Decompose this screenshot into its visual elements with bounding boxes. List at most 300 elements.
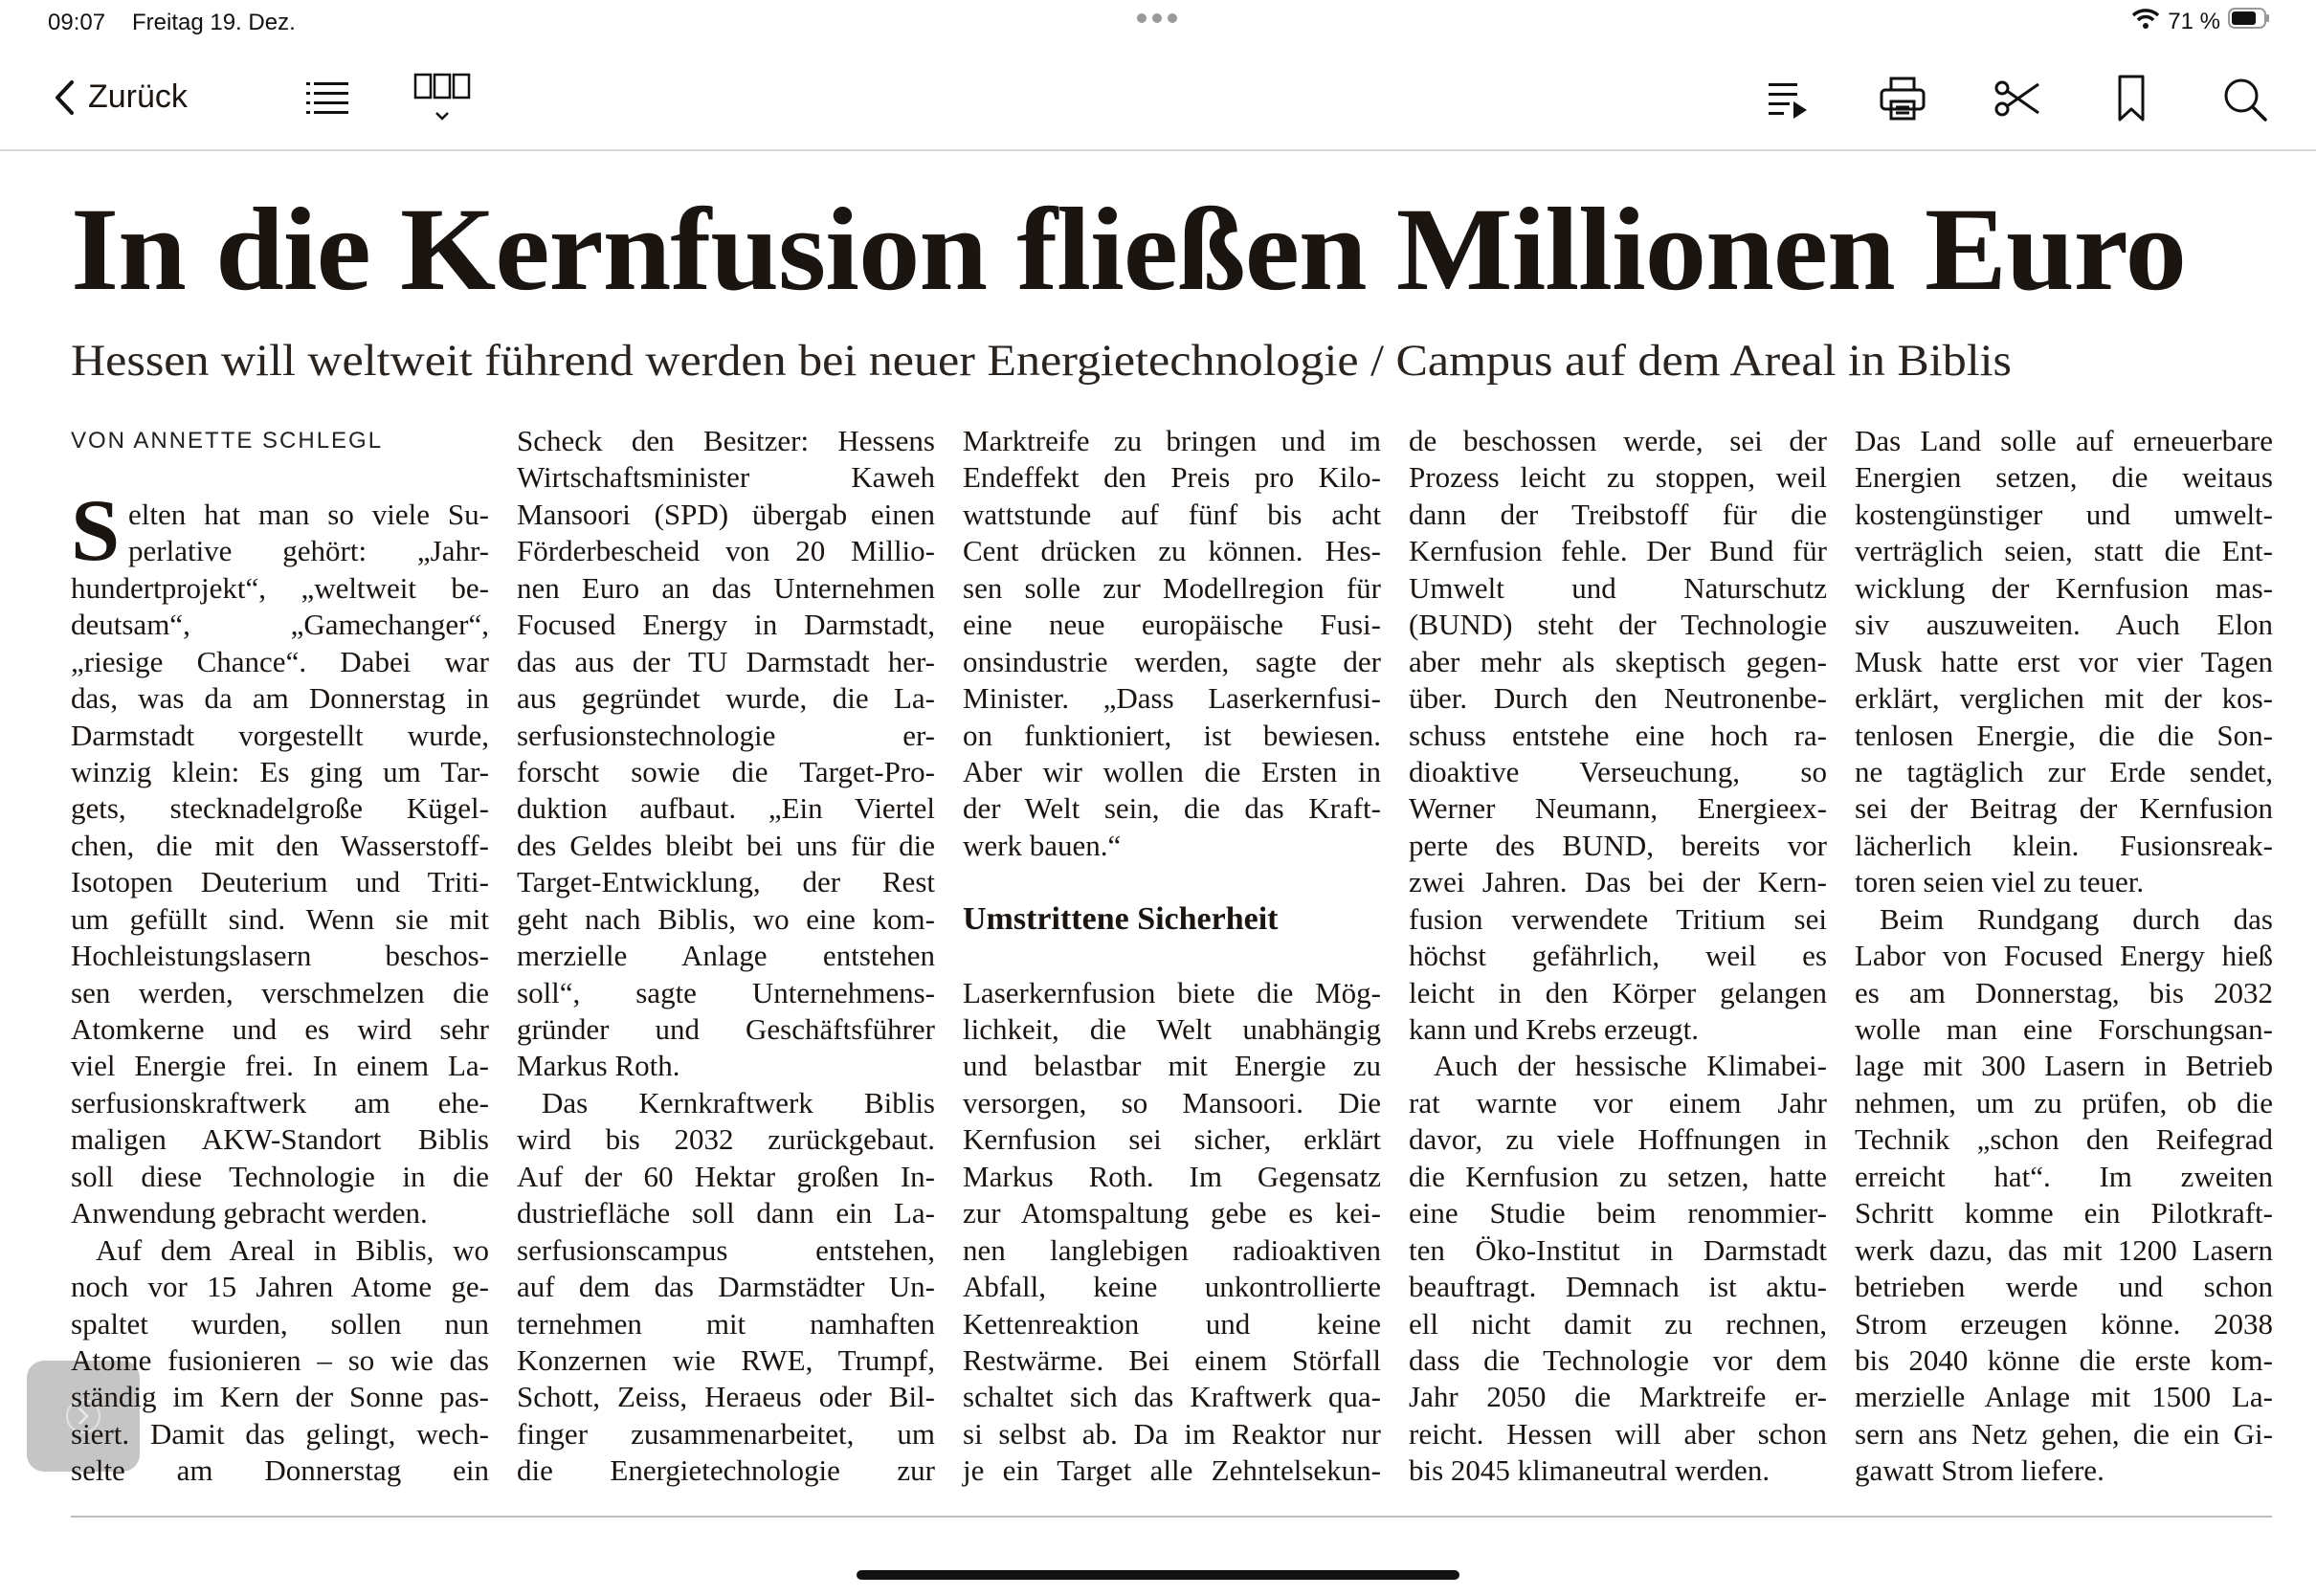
text-line — [963, 497, 1381, 533]
line-text: serfusionskraftwerk am ehe- — [71, 1085, 489, 1119]
text-line — [1409, 790, 1827, 827]
text-line — [517, 1306, 935, 1342]
text-line — [1855, 1232, 2273, 1269]
text-line — [517, 1379, 935, 1415]
text-line — [71, 1379, 489, 1415]
home-indicator[interactable] — [857, 1570, 1459, 1580]
line-text: siert. Damit das gelingt, wech- — [71, 1416, 489, 1451]
line-text: forscht sowie die Target-Pro- — [517, 754, 935, 788]
line-text: Prozess leicht zu stoppen, weil — [1409, 460, 1827, 495]
text-line — [1409, 1195, 1827, 1231]
text-line — [517, 975, 935, 1011]
line-text: betrieben werde und schon — [1855, 1270, 2273, 1304]
line-text: dann der Treibstoff für die — [1409, 497, 1827, 531]
text-line — [1855, 828, 2273, 864]
text-line — [1409, 1011, 1827, 1048]
line-text: Atomkerne und es wird sehr — [71, 1012, 489, 1046]
line-text: merzielle Anlage mit 1500 La- — [1855, 1380, 2273, 1414]
text-line — [1409, 459, 1827, 496]
text-line — [1855, 1011, 2273, 1048]
line-text: der Welt sein, die das Kraft- — [963, 791, 1381, 826]
text-line — [1855, 1269, 2273, 1305]
text-line — [71, 680, 489, 717]
paragraph — [1855, 423, 2273, 901]
line-text: Förderbescheid von 20 Millio- — [517, 534, 935, 568]
line-text: ternehmen mit namhaften — [517, 1306, 935, 1341]
line-text: nehmen, um zu prüfen, ob die — [1855, 1085, 2273, 1119]
line-text: bis 2045 klimaneutral werden. — [1409, 1453, 1770, 1488]
text-line — [71, 497, 489, 533]
line-text: wolle man eine Forschungsan- — [1855, 1012, 2273, 1046]
text-line — [963, 680, 1381, 717]
text-line — [517, 680, 935, 717]
line-text: lichkeit, die Welt unabhängig — [963, 1012, 1381, 1046]
line-text: winzig klein: Es ging um Tar- — [71, 754, 489, 788]
print-button[interactable] — [1880, 77, 1926, 121]
line-text: schaltet sich das Kraftwerk qua- — [963, 1380, 1381, 1414]
text-line — [71, 828, 489, 864]
line-text: Endeffekt den Preis pro Kilo- — [963, 460, 1381, 495]
line-text: bis 2040 könne die erste kom- — [1855, 1342, 2273, 1377]
text-line — [963, 975, 1381, 1011]
text-line — [1409, 680, 1827, 717]
text-line — [1409, 644, 1827, 680]
text-line — [517, 790, 935, 827]
scissors-icon — [1994, 78, 2040, 119]
line-text: perte des BUND, bereits vor — [1409, 828, 1827, 862]
text-line — [1855, 1195, 2273, 1231]
printer-icon — [1880, 77, 1926, 121]
text-line — [517, 459, 935, 496]
text-line — [71, 1159, 489, 1195]
text-line — [517, 644, 935, 680]
line-text: schuss entstehe eine hoch ra- — [1409, 718, 1827, 752]
text-line — [963, 607, 1381, 643]
line-text: siv auszuweiten. Auch Elon — [1855, 608, 2273, 642]
text-line — [71, 1085, 489, 1121]
text-line — [1855, 1159, 2273, 1195]
section-heading: Umstrittene Sicherheit — [963, 900, 1279, 937]
text-line — [1409, 1306, 1827, 1342]
text-line — [71, 644, 489, 680]
line-text: Minister. „Dass Laserkernfusi- — [963, 681, 1381, 716]
line-text: Auf der 60 Hektar großen In- — [517, 1159, 935, 1193]
line-text: onsindustrie werden, sagte der — [963, 644, 1381, 678]
line-text: die Kernfusion zu setzen, hatte — [1409, 1159, 1827, 1193]
text-line — [963, 1452, 1381, 1489]
line-text: werk dazu, das mit 1200 Lasern — [1855, 1232, 2273, 1267]
line-text: Jahr 2050 die Marktreife er- — [1409, 1380, 1827, 1414]
text-line — [1855, 1121, 2273, 1158]
line-text: beauftragt. Demnach ist aktu- — [1409, 1270, 1827, 1304]
text-line — [517, 718, 935, 754]
line-text: serfusionscampus entstehen, — [517, 1232, 935, 1267]
text-line — [71, 1011, 489, 1048]
paragraph — [517, 423, 935, 1085]
line-text: die Energietechnologie zur — [517, 1453, 935, 1488]
line-text: chen, die mit den Wasserstoff- — [71, 828, 489, 862]
line-text: das, was da am Donnerstag in — [71, 681, 489, 716]
text-line — [963, 459, 1381, 496]
line-text: Strom erzeugen könne. 2038 — [1855, 1306, 2273, 1341]
status-time: 09:07 — [48, 10, 106, 35]
text-line — [517, 423, 935, 459]
text-line — [71, 1342, 489, 1379]
line-text: dioaktive Verseuchung, so — [1409, 754, 1827, 788]
text-line — [963, 754, 1381, 790]
line-text: das aus der TU Darmstadt her- — [517, 644, 935, 678]
text-line — [71, 1306, 489, 1342]
text-line — [517, 1011, 935, 1048]
article-column — [71, 423, 489, 1490]
text-line — [1409, 533, 1827, 569]
line-text: maligen AKW-Standort Biblis — [71, 1122, 489, 1157]
line-text: gawatt Strom liefere. — [1855, 1453, 2104, 1488]
text-line — [517, 607, 935, 643]
text-line — [1409, 1379, 1827, 1415]
line-text: Mansoori (SPD) übergab einen — [517, 497, 935, 531]
text-line — [1409, 828, 1827, 864]
toolbar — [0, 57, 2316, 151]
text-line — [517, 754, 935, 790]
text-line — [1855, 901, 2273, 938]
paragraph — [1855, 901, 2273, 1490]
text-line — [963, 1011, 1381, 1048]
drop-cap: S — [71, 480, 121, 579]
text-line — [963, 1269, 1381, 1305]
line-text: Auch der hessische Klimabei- — [1434, 1049, 1827, 1083]
article-column — [517, 423, 935, 1490]
text-line — [1855, 938, 2273, 974]
line-text: dustriefläche soll dann ein La- — [517, 1196, 935, 1230]
text-line — [963, 790, 1381, 827]
line-text: duktion aufbaut. „Ein Viertel — [517, 791, 935, 826]
text-line — [1855, 459, 2273, 496]
paragraph — [963, 975, 1381, 1490]
text-line — [71, 790, 489, 827]
line-text: zwei Jahren. Das bei der Kern- — [1409, 865, 1827, 899]
text-line — [963, 533, 1381, 569]
text-line — [517, 570, 935, 607]
text-line — [517, 1342, 935, 1379]
line-text: perlative gehört: „Jahr- — [128, 534, 489, 568]
page-layout-button[interactable] — [413, 73, 473, 126]
line-text: auf dem das Darmstädter Un- — [517, 1270, 935, 1304]
line-text: Laserkernfusion biete die Mög- — [963, 975, 1381, 1009]
read-aloud-button[interactable] — [1767, 80, 1809, 119]
text-line — [517, 901, 935, 938]
line-text: Markus Roth. Im Gegensatz — [963, 1159, 1381, 1193]
line-text: ständig im Kern der Sonne pas- — [71, 1380, 489, 1414]
text-line — [1855, 607, 2273, 643]
line-text: gründer und Geschäftsführer — [517, 1012, 935, 1046]
text-line — [1855, 1306, 2273, 1342]
line-text: viel Energie frei. In einem La- — [71, 1049, 489, 1083]
line-text: Werner Neumann, Energieex- — [1409, 791, 1827, 826]
line-text: Schott, Zeiss, Heraeus oder Bil- — [517, 1380, 935, 1414]
text-line — [963, 1232, 1381, 1269]
text-line — [963, 1195, 1381, 1231]
text-line — [1855, 1342, 2273, 1379]
line-text: sern ans Netz gehen, die ein Gi- — [1855, 1416, 2273, 1451]
spacer — [71, 459, 489, 496]
text-line — [71, 901, 489, 938]
line-text: Umwelt und Naturschutz — [1409, 570, 1827, 605]
text-line — [71, 754, 489, 790]
text-line — [1409, 718, 1827, 754]
line-text: Schritt komme ein Pilotkraft- — [1855, 1196, 2273, 1230]
line-text: Abfall, keine unkontrollierte — [963, 1270, 1381, 1304]
line-text: Das Kernkraftwerk Biblis — [542, 1085, 935, 1119]
wifi-icon — [2131, 8, 2160, 35]
list-icon — [306, 80, 350, 115]
text-line — [517, 1232, 935, 1269]
text-line — [71, 533, 489, 569]
status-bar — [0, 8, 2316, 46]
line-text: Focused Energy in Darmstadt, — [517, 608, 935, 642]
paragraph — [1409, 423, 1827, 1048]
line-text: spaltet wurden, sollen nun — [71, 1306, 489, 1341]
line-text: Beim Rundgang durch das — [1880, 901, 2273, 936]
line-text: Darmstadt vorgestellt wurde, — [71, 718, 489, 752]
text-line — [71, 975, 489, 1011]
text-line — [963, 644, 1381, 680]
line-text: zur Atomspaltung gebe es kei- — [963, 1196, 1381, 1230]
paragraph — [71, 1232, 489, 1490]
text-line — [1855, 533, 2273, 569]
text-line — [1409, 1121, 1827, 1158]
line-text: soll“, sagte Unternehmens- — [517, 975, 935, 1009]
line-text: aber mehr als skeptisch gegen- — [1409, 644, 1827, 678]
bookmark-icon — [2117, 75, 2146, 122]
text-line — [1855, 570, 2273, 607]
line-text: hundertprojekt“, „weltweit be- — [71, 570, 489, 605]
line-text: es am Donnerstag, bis 2032 — [1855, 975, 2273, 1009]
text-line — [963, 1416, 1381, 1452]
line-text: Labor von Focused Energy hieß — [1855, 939, 2273, 973]
line-text: erklärt, verglichen mit der kos- — [1855, 681, 2273, 716]
line-text: Scheck den Besitzer: Hessens — [517, 424, 935, 457]
text-line — [1855, 1085, 2273, 1121]
text-line — [517, 1269, 935, 1305]
text-line — [71, 1232, 489, 1269]
line-text: geht nach Biblis, wo eine kom- — [517, 901, 935, 936]
line-text: ell nicht damit zu rechnen, — [1409, 1306, 1827, 1341]
line-text: (BUND) steht der Technologie — [1409, 608, 1827, 642]
text-line — [963, 1306, 1381, 1342]
status-date: Freitag 19. Dez. — [132, 10, 296, 35]
line-text: ten Öko-Institut in Darmstadt — [1409, 1232, 1827, 1267]
line-text: je ein Target alle Zehntelsekun- — [963, 1453, 1381, 1488]
text-line — [963, 718, 1381, 754]
back-button[interactable] — [54, 78, 188, 116]
text-line — [517, 828, 935, 864]
line-text: reicht. Hessen will aber schon — [1409, 1416, 1827, 1451]
text-line — [1855, 644, 2273, 680]
text-line — [963, 423, 1381, 459]
line-text: Musk hatte erst vor vier Tagen — [1855, 644, 2273, 678]
line-text: lächerlich klein. Fusionsreak- — [1855, 828, 2273, 862]
clip-button[interactable] — [1994, 78, 2040, 119]
text-line — [963, 1121, 1381, 1158]
line-text: versorgen, so Mansoori. Die — [963, 1085, 1381, 1119]
table-of-contents-button[interactable] — [306, 80, 350, 115]
text-line — [1409, 864, 1827, 900]
line-text: ne tagtäglich zur Erde sendet, — [1855, 754, 2273, 788]
line-text: kann und Krebs erzeugt. — [1409, 1012, 1700, 1046]
playlist-play-icon — [1767, 80, 1809, 119]
text-line — [1855, 497, 2273, 533]
text-line — [963, 828, 1381, 864]
line-text: Wirtschaftsminister Kaweh — [517, 460, 935, 495]
text-line — [1409, 938, 1827, 974]
line-text: und belastbar mit Energie zu — [963, 1049, 1381, 1083]
text-line — [517, 864, 935, 900]
text-line — [963, 1085, 1381, 1121]
text-line — [1855, 790, 2273, 827]
line-text: wattstunde auf fünf bis acht — [963, 497, 1381, 531]
spacer — [963, 864, 1381, 900]
line-text: finger zusammenarbeitet, um — [517, 1416, 935, 1451]
line-text: des Geldes bleibt bei uns für die — [517, 828, 935, 862]
text-line — [71, 1195, 489, 1231]
text-line — [517, 1159, 935, 1195]
text-line — [1409, 1342, 1827, 1379]
text-line — [1409, 497, 1827, 533]
line-text: verträglich seien, statt die Ent- — [1855, 534, 2273, 568]
line-text: toren seien viel zu teuer. — [1855, 865, 2145, 899]
multitasking-dots[interactable] — [1137, 13, 1177, 23]
columns-icon — [413, 73, 473, 126]
line-text: nen Euro an das Unternehmen — [517, 570, 935, 605]
line-text: eine Studie beim renommier- — [1409, 1196, 1827, 1230]
byline: VON ANNETTE SCHLEGL — [71, 428, 384, 454]
line-text: soll diese Technologie in die — [71, 1159, 489, 1193]
battery-percent: 71 % — [2168, 8, 2220, 34]
paragraph — [1409, 1048, 1827, 1489]
line-text: dass die Technologie vor dem — [1409, 1342, 1827, 1377]
paragraph — [963, 423, 1381, 864]
text-line — [517, 1085, 935, 1121]
article-column — [1409, 423, 1827, 1490]
text-line — [517, 497, 935, 533]
text-line — [517, 1195, 935, 1231]
line-text: wird bis 2032 zurückgebaut. — [517, 1122, 935, 1157]
text-line — [71, 864, 489, 900]
line-text: Anwendung gebracht werden. — [71, 1196, 428, 1230]
text-line — [1855, 680, 2273, 717]
line-text: selte am Donnerstag ein — [71, 1453, 489, 1488]
article-column — [963, 423, 1381, 1490]
article-title: In die Kernfusion fließen Millionen Euro — [71, 184, 2186, 315]
line-text: werk bauen.“ — [963, 828, 1122, 862]
line-text: Cent drücken zu können. Hes- — [963, 534, 1381, 568]
line-text: über. Durch den Neutronenbe- — [1409, 681, 1827, 716]
line-text: noch vor 15 Jahren Atome ge- — [71, 1270, 489, 1304]
text-line — [963, 1342, 1381, 1379]
text-line — [71, 1416, 489, 1452]
line-text: tenlosen Energie, die die Son- — [1855, 718, 2273, 752]
text-line — [1409, 1416, 1827, 1452]
text-line — [71, 1048, 489, 1084]
text-line — [1855, 1452, 2273, 1489]
text-line — [1409, 901, 1827, 938]
text-line — [1855, 718, 2273, 754]
bottom-divider — [71, 1516, 2272, 1518]
text-line — [1409, 1452, 1827, 1489]
text-line — [71, 938, 489, 974]
battery-icon — [2228, 8, 2270, 35]
text-line — [1409, 423, 1827, 459]
line-text: leicht in den Körper gelangen — [1409, 975, 1827, 1009]
back-label: Zurück — [88, 78, 188, 115]
line-text: sen werden, verschmelzen die — [71, 975, 489, 1009]
text-line — [1409, 1159, 1827, 1195]
line-text: si selbst ab. Da im Reaktor nur — [963, 1416, 1381, 1451]
text-line — [1409, 1085, 1827, 1121]
text-line — [517, 533, 935, 569]
text-line — [71, 570, 489, 607]
text-line — [1409, 754, 1827, 790]
chevron-left-icon — [54, 79, 75, 116]
line-text: „riesige Chance“. Dabei war — [71, 644, 489, 678]
line-text: de beschossen werde, sei der — [1409, 424, 1827, 457]
line-text: Das Land solle auf erneuerbare — [1855, 424, 2273, 457]
text-line — [1855, 1379, 2273, 1415]
text-line — [1409, 975, 1827, 1011]
text-line — [71, 718, 489, 754]
text-line — [71, 1452, 489, 1489]
line-text: on funktioniert, ist bewiesen. — [963, 718, 1381, 752]
text-line — [1409, 1048, 1827, 1084]
line-text: davor, zu viele Hoffnungen in — [1409, 1122, 1827, 1157]
text-line — [1855, 975, 2273, 1011]
text-line — [1409, 607, 1827, 643]
text-line — [71, 1269, 489, 1305]
text-line — [71, 1121, 489, 1158]
text-line — [963, 1048, 1381, 1084]
text-line — [517, 1452, 935, 1489]
line-text: sen solle zur Modellregion für — [963, 570, 1381, 605]
text-line — [71, 607, 489, 643]
text-line — [1409, 1232, 1827, 1269]
line-text: um gefüllt sind. Wenn sie mit — [71, 901, 489, 936]
text-line — [517, 938, 935, 974]
line-text: Target-Entwicklung, der Rest — [517, 865, 935, 899]
line-text: höchst gefährlich, weil es — [1409, 939, 1827, 973]
line-text: elten hat man so viele Su- — [128, 497, 489, 531]
text-line — [963, 1159, 1381, 1195]
line-text: Technik „schon den Reifegrad — [1855, 1122, 2273, 1157]
line-text: merzielle Anlage entstehen — [517, 939, 935, 973]
line-text: lage mit 300 Lasern in Betrieb — [1855, 1049, 2273, 1083]
line-text: fusion verwendete Tritium sei — [1409, 901, 1827, 936]
line-text: Atome fusionieren – so wie das — [71, 1342, 489, 1377]
text-line — [517, 1416, 935, 1452]
article-column — [1855, 423, 2273, 1490]
line-text: Restwärme. Bei einem Störfall — [963, 1342, 1381, 1377]
spacer — [963, 938, 1381, 974]
text-line — [1855, 1416, 2273, 1452]
text-line — [517, 1121, 935, 1158]
text-line — [963, 570, 1381, 607]
bookmark-button[interactable] — [2117, 75, 2146, 122]
paragraph — [517, 1085, 935, 1490]
article-subtitle: Hessen will weltweit führend werden bei neuer Energietechnologie / Campus auf dem Areal in Biblis — [71, 336, 2012, 386]
line-text: Kernfusion sei sicher, erklärt — [963, 1122, 1381, 1157]
line-text: Energien setzen, die weitaus — [1855, 460, 2273, 495]
search-button[interactable] — [2222, 77, 2268, 122]
